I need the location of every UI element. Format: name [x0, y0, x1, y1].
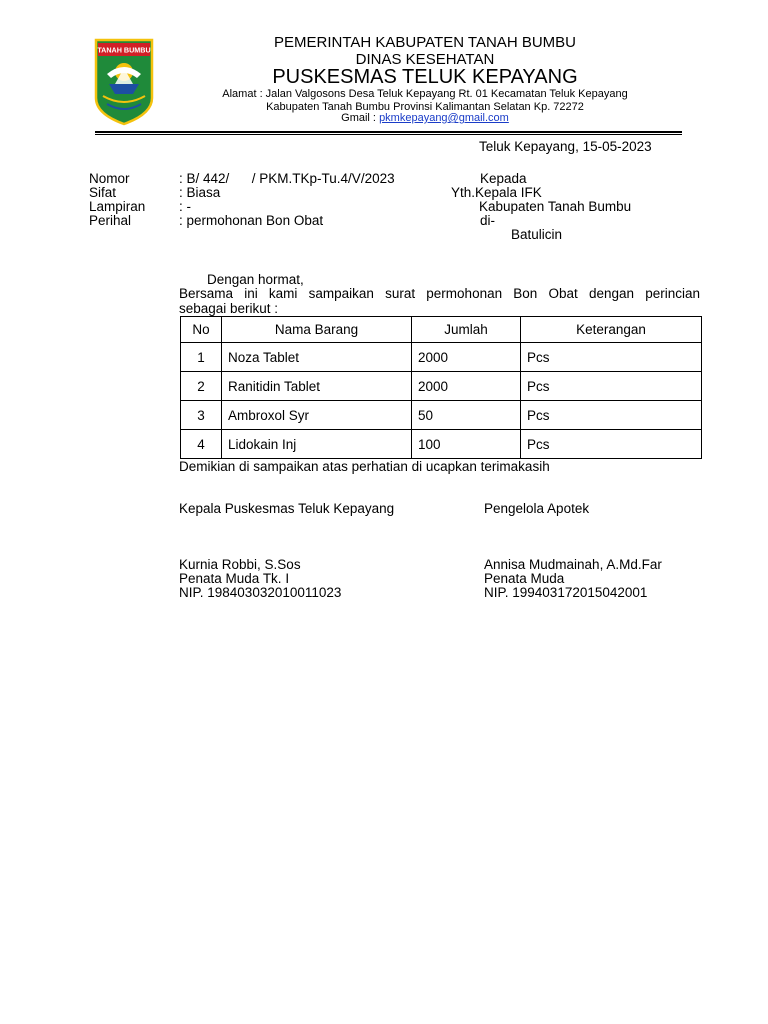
- header-keterangan: Keterangan: [521, 317, 702, 343]
- lampiran-label: Lampiran: [89, 199, 146, 214]
- header-jumlah: Jumlah: [412, 317, 521, 343]
- lampiran-value: : -: [179, 199, 191, 214]
- kop-pemerintah: PEMERINTAH KABUPATEN TANAH BUMBU: [274, 34, 576, 51]
- tujuan-yth: Yth.Kepala IFK: [451, 185, 542, 200]
- tujuan-kabupaten: Kabupaten Tanah Bumbu: [479, 199, 632, 214]
- cell-jumlah: 2000: [412, 343, 521, 372]
- ttd-kiri-nama: Kurnia Robbi, S.Sos: [179, 557, 301, 572]
- header-no: No: [181, 317, 222, 343]
- ttd-kiri-jabatan: Kepala Puskesmas Teluk Kepayang: [179, 501, 395, 516]
- cell-keterangan: Pcs: [521, 372, 702, 401]
- tujuan-kota: Batulicin: [511, 227, 563, 242]
- ttd-kanan-nama: Annisa Mudmainah, A.Md.Far: [484, 557, 662, 572]
- cell-no: 2: [181, 372, 222, 401]
- perihal-value: : permohonan Bon Obat: [179, 213, 324, 228]
- tujuan-di: di-: [480, 213, 496, 228]
- cell-jumlah: 2000: [412, 372, 521, 401]
- cell-nama-barang: Ranitidin Tablet: [222, 372, 412, 401]
- table-header-row: [181, 317, 702, 343]
- tanggal-surat: Teluk Kepayang, 15-05-2023: [479, 139, 652, 154]
- salam-pembuka: Dengan hormat,: [207, 272, 304, 287]
- kop-dinas: DINAS KESEHATAN: [355, 51, 495, 68]
- kop-divider-thick: [95, 131, 682, 133]
- paragraf-pembuka: Bersama ini kami sampaikan surat permohonan Bon Obat dengan perincian: [179, 286, 700, 301]
- kop-gmail: [175, 112, 675, 124]
- cell-no: 4: [181, 430, 222, 459]
- tanah-bumbu-logo: [93, 38, 155, 126]
- tujuan-kepada: Kepada: [480, 171, 527, 186]
- perihal-label: Perihal: [89, 213, 132, 228]
- ttd-kanan-jabatan: Pengelola Apotek: [484, 501, 590, 516]
- tabel-bon-obat: [180, 316, 702, 459]
- gmail-label: Gmail :: [341, 112, 380, 124]
- kop-kabupaten: Kabupaten Tanah Bumbu Provinsi Kalimantan Selatan Kp. 72272: [266, 101, 584, 113]
- ttd-kiri-pangkat: Penata Muda Tk. I: [179, 571, 290, 586]
- ttd-kanan-pangkat: Penata Muda: [484, 571, 565, 586]
- table-row: [181, 372, 702, 401]
- cell-nama-barang: Lidokain Inj: [222, 430, 412, 459]
- kop-alamat: Alamat : Jalan Valgosons Desa Teluk Kepayang Rt. 01 Kecamatan Teluk Kepayang: [222, 88, 628, 100]
- cell-nama-barang: Ambroxol Syr: [222, 401, 412, 430]
- table-row: [181, 401, 702, 430]
- table-row: [181, 343, 702, 372]
- table-row: [181, 430, 702, 459]
- cell-keterangan: Pcs: [521, 343, 702, 372]
- sifat-label: Sifat: [89, 185, 117, 200]
- cell-keterangan: Pcs: [521, 430, 702, 459]
- kalimat-penutup: Demikian di sampaikan atas perhatian di ucapkan terimakasih: [179, 459, 550, 474]
- nomor-label: Nomor: [89, 171, 130, 186]
- logo-text: TANAH BUMBU: [97, 45, 151, 55]
- cell-nama-barang: Noza Tablet: [222, 343, 412, 372]
- kop-divider-thin: [95, 134, 682, 135]
- nomor-value: : B/ 442/ / PKM.TKp-Tu.4/V/2023: [179, 171, 395, 186]
- cell-no: 1: [181, 343, 222, 372]
- kop-puskesmas: PUSKESMAS TELUK KEPAYANG: [272, 66, 578, 88]
- sifat-value: : Biasa: [179, 185, 221, 200]
- gmail-link[interactable]: pkmkepayang@gmail.com: [379, 112, 509, 124]
- ttd-kanan-nip: NIP. 199403172015042001: [484, 585, 648, 600]
- ttd-kiri-nip: NIP. 198403032010011023: [179, 585, 342, 600]
- paragraf-pembuka-lanjutan: sebagai berikut :: [179, 301, 279, 316]
- cell-keterangan: Pcs: [521, 401, 702, 430]
- cell-jumlah: 50: [412, 401, 521, 430]
- header-nama-barang: Nama Barang: [222, 317, 412, 343]
- cell-jumlah: 100: [412, 430, 521, 459]
- cell-no: 3: [181, 401, 222, 430]
